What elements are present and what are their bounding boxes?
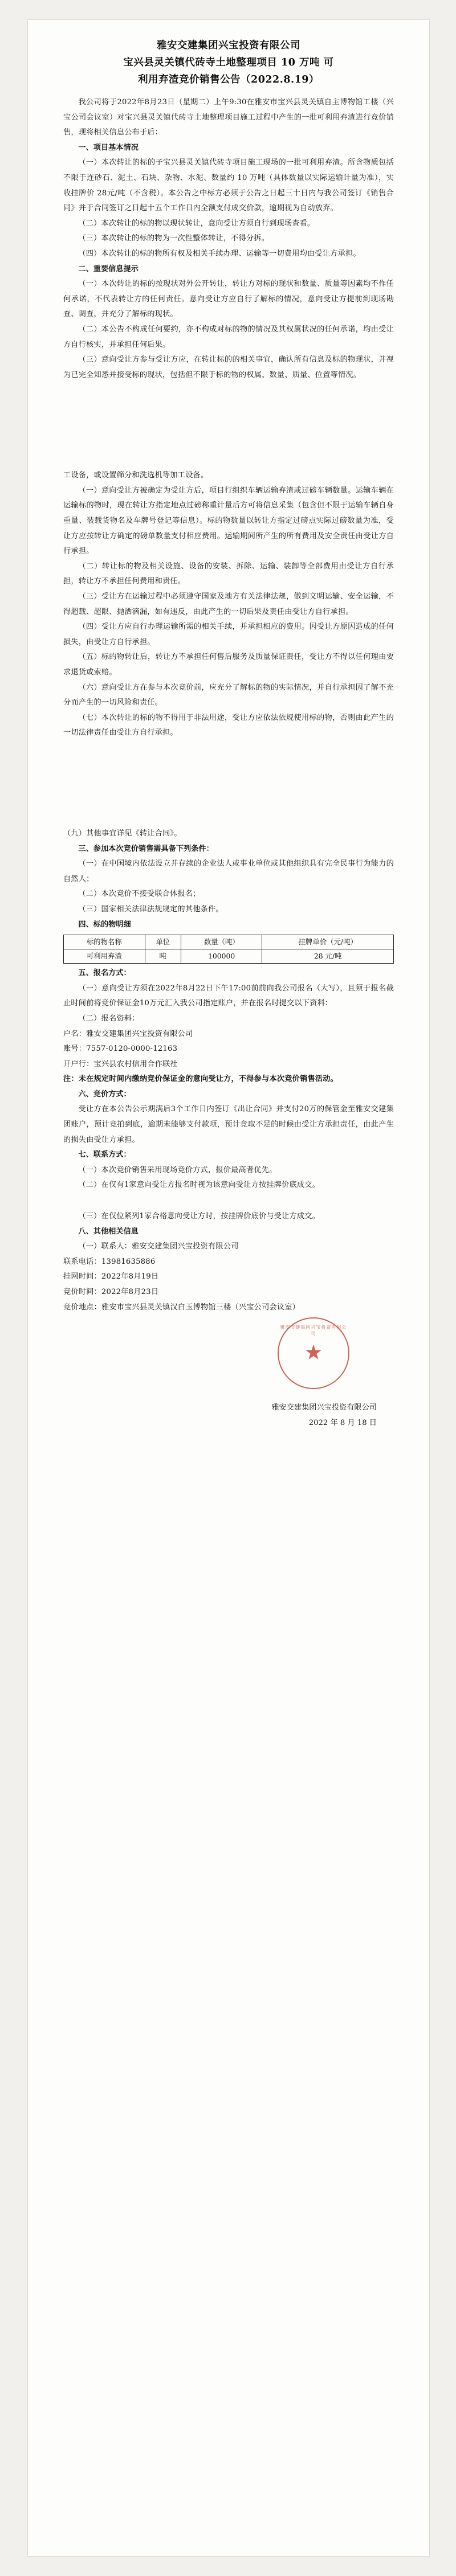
- table-header-row: [64, 935, 394, 949]
- td-quantity: 100000: [181, 949, 262, 964]
- para-condition-3: （三）国家相关法律法规规定的其他条件。: [78, 904, 223, 914]
- td-price: 28 元/吨: [262, 949, 394, 964]
- para-basics-1: （一）本次转让的标的子宝兴县灵关镇代砖寺项目施工现场的一批可利用弃渣。所含物质包括不限于连砂石、泥土、石块、杂物、水泥、数量约 10 万吨（具体数量以实际运输计量为准），实收挂牌价 28元/吨（不含税）。本公告之中标方必须于公告之日起三十日内与我公司签订《销售合同》并于合同签订之日起十五个工作日内全额支付成交价款，逾期视为自动放弃。: [63, 158, 394, 213]
- para-signup-2: （二）报名资料：: [78, 1014, 140, 1023]
- account-name: 户名：雅安交建集团兴宝投资有限公司: [63, 1029, 193, 1038]
- td-name: 可利用弃渣: [64, 949, 145, 964]
- para-transport-3: （三）受让方在运输过程中必须遵守国家及地方有关法律法规，做到文明运输、安全运输，不得超载、超限、抛洒滴漏，如有违反，由此产生的一切后果及责任由受让方自行承担。: [63, 592, 394, 616]
- heading-project-basics: 一、项目基本情况: [78, 143, 139, 152]
- para-condition-2: （二）本次竞价不接受联合体报名；: [78, 890, 201, 899]
- heading-bidding: 六、竞价方式：: [78, 1090, 131, 1099]
- document-title: [63, 37, 394, 88]
- deposit-warning: 注：未在规定时间内缴纳竞价保证金的意向受让方，不得参与本次竞价销售活动。: [63, 1075, 338, 1084]
- para-equipment: 工设备，或设置筛分和洗选机等加工设备。: [63, 471, 209, 480]
- document-sheet: [27, 19, 430, 2557]
- heading-important-notice: 二、重要信息提示: [78, 264, 139, 273]
- para-contact-3: （三）在仅位紧列1家合格意向受让方时，按挂牌价底价与受让方成交。: [78, 1212, 320, 1221]
- page-break-gap-3: [63, 1193, 394, 1209]
- para-transport-1: （一）意向受让方被确定为受让方后，项目行组织车辆运输弃渣或过磅车辆数量。运输车辆在运输标的物时，现在转让方指定地点过磅称重计量后方可将信息采集（包含但不限于运输车辆自身重量、装载货物名及车牌号登记等信息）。标的物数量以转让方指定过磅点实际过磅数量为准，受让方应按转让方确定的磅单数量支付相应费用。运输期间所产生的所有费用及安全责任由受让方自行承担。: [63, 486, 394, 556]
- para-transfer-closing: （九）其他事宜详见《转让合同》。: [63, 829, 182, 838]
- th-unit: 单位: [145, 935, 181, 949]
- para-other-contact: （一）联系人：雅安交建集团兴宝投资有限公司: [78, 1242, 239, 1251]
- signature-date: 2022 年 8 月 18 日: [308, 1418, 377, 1427]
- title-line-3: 利用弃渣竞价销售公告（2022.8.19）: [138, 74, 319, 85]
- signature-block: [63, 1400, 394, 1431]
- heading-conditions: 三、参加本次竞价销售需具备下列条件：: [78, 844, 214, 853]
- page-break-gap-1: [63, 383, 394, 468]
- para-basics-4: （四）本次转让的标的物所有权及相关手续办理、运输等一切费用均由受让方承担。: [78, 249, 361, 258]
- table-row: [64, 949, 394, 964]
- heading-goods-table: 四、标的物明细: [78, 920, 131, 929]
- para-signup-1: （一）意向受让方须在2022年8月22日下午17:00前前向我公司报名（大写），且须于报名截止时间前将竞价保证金10万元汇入我公司指定账户，并在报名时提交以下资料：: [63, 984, 394, 1008]
- th-name: 标的物名称: [64, 935, 145, 949]
- para-notice-3: （三）意向受让方参与受让方应，在转让标的的相关事宜，确认所有信息及标的物现状，并视为已完全知悉并接受标的现状，包括但不限于标的物的权属、数量、质量、位置等情况。: [63, 355, 394, 379]
- para-notice-2: （二）本公告不构成任何要约，亦不构成对标的物的情况及其权属状况的任何承诺，均由受让方自行核实，并承担任何后果。: [63, 325, 394, 349]
- account-bank: 开户行：宝兴县农村信用合作联社: [63, 1059, 178, 1068]
- para-contact-2: （二）在仅有1家意向受让方报名时视为该意向受让方按挂牌价底成交。: [78, 1181, 320, 1190]
- para-bidding-1: 受让方在本公告公示期满后3个工作日内签订《出让合同》并支付20万的保管金至雅安交建集团账户，预计竞拍到底，逾期未能够支付款项，预计竞取不足的时候由受让方承担责任，由此产生的损失由受让方承担。: [63, 1105, 394, 1144]
- para-transport-6: （六）意向受让方在参与本次竞价前，应充分了解标的物的实际情况，并自行承担因了解不充分而产生的一切风险和责任。: [63, 683, 394, 707]
- account-number: 账号：7557-0120-0000-12163: [63, 1045, 178, 1054]
- goods-table: [63, 935, 394, 964]
- bid-date: 竞价时间：2022年8月23日: [63, 1288, 159, 1296]
- contact-phone: 联系电话：13981635886: [63, 1257, 156, 1266]
- title-line-1: 雅安交建集团兴宝投资有限公司: [157, 40, 300, 51]
- para-transport-2: （二）转让标的物及相关设施、设备的安装、拆除、运输、装卸等全部费用由受让方自行承担，转让方不承担任何费用和责任。: [63, 562, 394, 586]
- title-line-2: 宝兴县灵关镇代砖寺土地整理项目 10 万吨 可: [123, 57, 334, 68]
- para-transport-5: （五）标的物转让后，转让方不承担任何售后服务及质量保证责任，受让方不得以任何理由要求退货或索赔。: [63, 653, 394, 677]
- stamp-area: [63, 1315, 394, 1400]
- para-transport-7: （七）本次转让的标的物不得用于非法用途，受让方应依法依规使用标的物，否则由此产生的一切法律责任由受让方自行承担。: [63, 713, 394, 738]
- para-contact-1: （一）本次竞价销售采用现场竞价方式，报价最高者优先。: [78, 1165, 277, 1174]
- para-basics-2: （二）本次转让的标的物以现状转让，意向受让方须自行到现场查看。: [78, 219, 315, 228]
- page-break-gap-2: [63, 741, 394, 826]
- th-price: 挂牌单价（元/吨）: [262, 935, 394, 949]
- para-condition-1: （一）在中国境内依法设立并存续的企业法人或事业单位或其他组织具有完全民事行为能力的自然人；: [63, 859, 394, 883]
- signature-company: 雅安交建集团兴宝投资有限公司: [271, 1403, 377, 1412]
- bid-location: 竞价地点：雅安市宝兴县灵关镇汉白玉博物馆三楼（兴宝公司会议室）: [63, 1303, 300, 1312]
- company-seal-icon: [278, 1317, 349, 1389]
- para-basics-3: （三）本次转让的标的物为一次性整体转让，不得分拆。: [78, 234, 270, 243]
- heading-signup: 五、报名方式：: [78, 969, 131, 978]
- para-transport-4: （四）受让方应自行办理运输所需的相关手续，并承担相应的费用。因受让方原因造成的任何损失，由受让方自行承担。: [63, 623, 394, 646]
- heading-other: 八、其他相关信息: [78, 1227, 139, 1236]
- post-date: 挂网时间：2022年8月19日: [63, 1272, 159, 1281]
- seal-text: 雅安交建集团兴宝投资有限公司: [280, 1325, 347, 1337]
- th-quantity: 数量（吨）: [181, 935, 262, 949]
- intro-paragraph: 我公司将于2022年8月23日（星期二）上午9:30在雅安市宝兴县灵关镇自主博物馆工楼（兴宝公司会议室）对宝兴县灵关镇代砖寺土地整理项目施工过程中产生的一批可利用弃渣进行竞价销售，现将相关信息公布于后：: [63, 98, 394, 137]
- td-unit: 吨: [145, 949, 181, 964]
- para-notice-1: （一）本次转让的标的按现状对外公开转让，转让方对标的现状和数量、质量等因素均不作任何承诺，不代表转让方的任何责任。意向受让方应自行了解标的情况，意向受让方提前到现场勘查、调查，并充分了解标的现状。: [63, 280, 394, 319]
- heading-contact: 七、联系方式：: [78, 1150, 131, 1160]
